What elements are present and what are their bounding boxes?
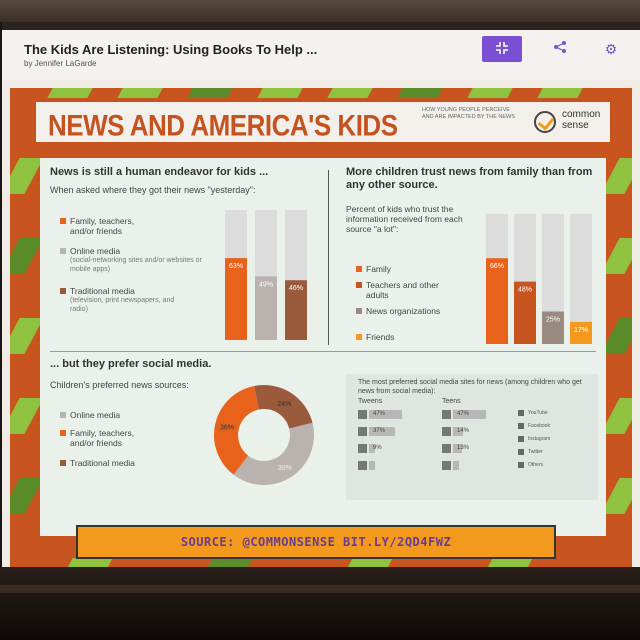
bar-label: 49% [258,281,274,289]
source-bar [76,525,556,559]
teens-label: Teens [442,398,461,405]
fullscreen-button[interactable] [482,36,522,62]
slice-label: 39% [277,464,292,472]
source-text[interactable]: SOURCE: @COMMONSENSE BIT.LY/2QD4FWZ [180,535,452,549]
share-icon [553,40,567,59]
slide [10,88,632,568]
bar [225,258,247,340]
infographic-panel: News is still a human endeavor for kids ... When asked where they got their news "yesterday": Family, teachers, and/or friends Online media (social-networking sites and/or websites or mobile apps) Traditional media (television, print newspapers, and radio) 63% 49% 46% More children trust news from family than from any other source. Percent of kids who trust the information received from each source "a lot": Family Teachers and other adults News organizations Friends 66% 48% 25% 17% ... but they prefer social media. Children's preferred news sources: Online media Family, teachers, and/or friends Traditional media 24% 39% 36% The most preferred social media sites for news (among children who get news from social media): Tweens Teens 47% 37% 9% 47% 14% 13% YouTube Facebook Instagram Twitter Others [40,158,606,536]
social-value: 13% [457,445,470,451]
social-bar [369,461,375,470]
facebook-icon [442,427,451,436]
instagram-icon [518,436,524,442]
social-heading: The most preferred social media sites for news (among children who get news from social media): [358,379,582,395]
room-floor [0,567,640,640]
social-row [442,410,512,419]
bar-label: 17% [573,326,589,334]
others-icon [518,462,524,468]
twitter-icon [518,449,524,455]
youtube-icon [518,410,524,416]
facebook-icon [358,427,367,436]
social-value: 9% [373,445,382,451]
social-row [442,444,512,453]
bar-label: 66% [489,263,505,271]
slice-label: 36% [219,424,234,432]
twitter-icon [442,444,451,453]
room-ceiling [0,0,640,22]
bar-label: 46% [288,285,304,293]
presentation-title[interactable]: The Kids Are Listening: Using Books To Help ... [24,42,318,57]
chart-preferred-sources [208,380,328,490]
others-icon [358,461,367,470]
social-value: 14% [457,428,470,434]
slice-label: 24% [277,400,292,408]
youtube-icon [442,410,451,419]
facebook-icon [518,423,524,429]
slide-subtitle: HOW YOUNG PEOPLE PERCEIVE AND ARE IMPACTED BY THE NEWS [422,107,515,120]
tweens-label: Tweens [358,398,383,405]
presentation-author[interactable]: by Jennifer LaGarde [24,59,97,68]
social-value: 47% [457,411,470,417]
instagram-icon [358,444,367,453]
youtube-icon [358,410,367,419]
fullscreen-exit-icon [494,41,510,58]
section-heading-left: News is still a human endeavor for kids ... [50,166,269,178]
viewer-toolbar [2,30,640,80]
social-media-box: The most preferred social media sites for news (among children who get news from social media): Tweens Teens 47% 37% 9% 47% 14% 13% YouTube Facebook Instagram Twitter Others [346,374,598,500]
projection-screen [2,22,640,567]
common-sense-logo: common sense [534,108,606,138]
section-question-left: When asked where they got their news "yesterday": [50,185,256,195]
social-row [358,461,428,470]
social-row [358,410,428,419]
gear-icon: ⚙ [604,40,618,57]
share-button[interactable] [550,38,570,60]
bar-label: 48% [517,286,533,294]
social-value: 37% [373,428,386,434]
bar [486,258,508,344]
bar-label: 25% [545,316,561,324]
social-row [442,461,512,470]
social-value: 47% [373,411,386,417]
bar-label: 63% [228,263,244,271]
checkmark-icon [534,111,556,133]
slide-banner [34,100,612,144]
others-icon [442,461,451,470]
slide-title: NEWS AND AMERICA'S KIDS [48,108,398,143]
social-row [442,427,512,436]
section-heading-bottom: ... but they prefer social media. [50,358,212,370]
chart-trust [486,214,601,344]
section-question-right: Percent of kids who trust the information received from each source "a lot": [346,204,463,234]
section-question-bottom: Children's preferred news sources: [50,380,189,390]
social-row [358,427,428,436]
chart-news-sources [225,210,315,340]
section-heading-right: More children trust news from family than from any other source. [346,166,593,191]
social-row [358,444,428,453]
social-bar [453,461,459,470]
settings-button[interactable] [601,38,621,60]
